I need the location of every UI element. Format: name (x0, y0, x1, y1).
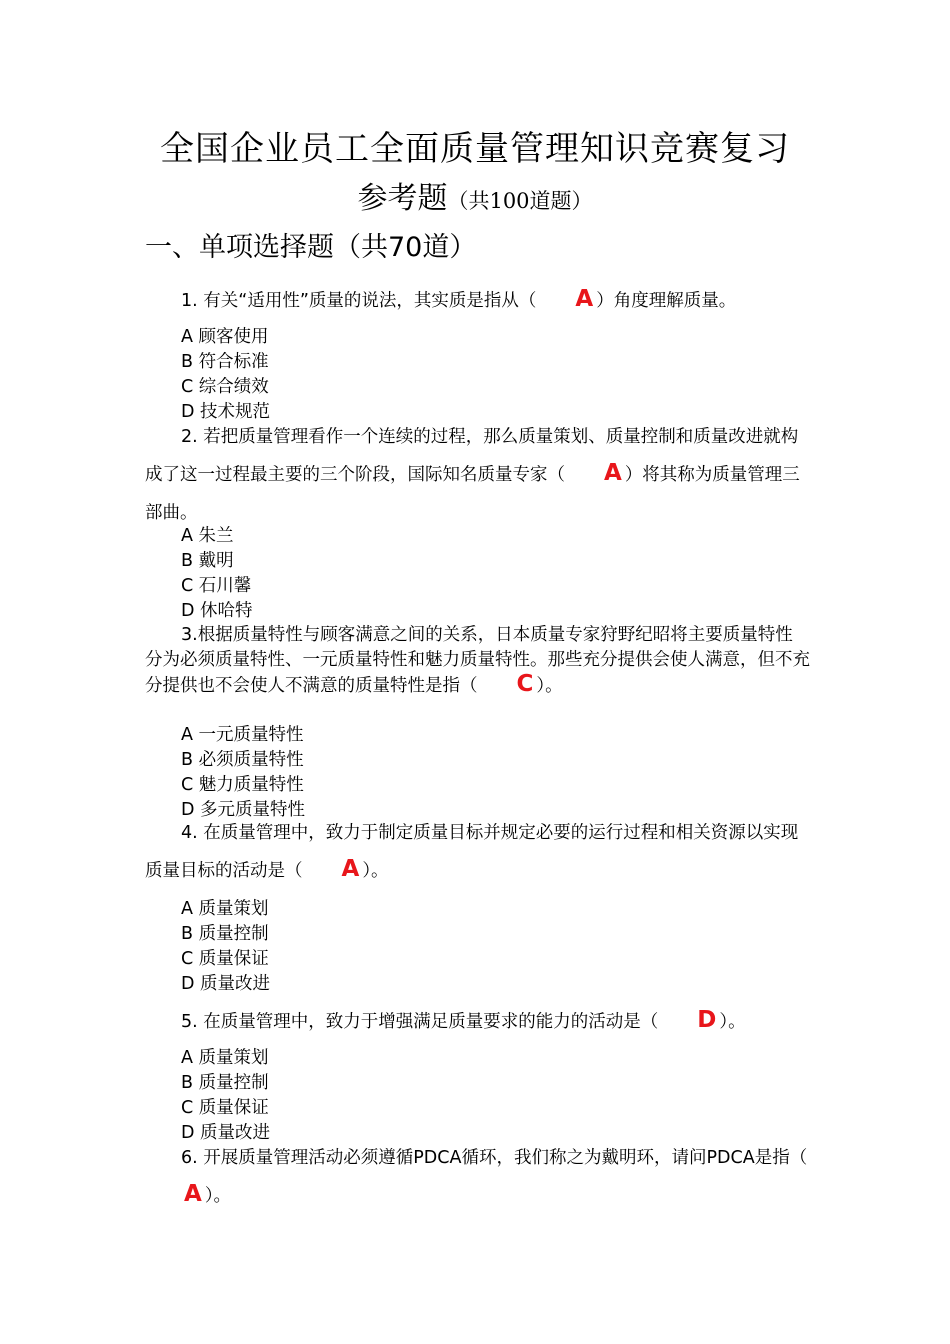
question-5 (145, 1003, 810, 1041)
question-1 (145, 282, 810, 320)
question-text-end: ）。 (204, 1186, 232, 1206)
answer-mark: A (575, 286, 594, 312)
question-text: 3.根据质量特性与顾客满意之间的关系，日本质量专家狩野纪昭将主要质量特性分为必须质量特性、一元质量特性和魅力质量特性。那些充分提供会使人满意，但不充分提供也不会使人不满意的质量特性是指（ (145, 625, 810, 696)
option-item: A 顾客使用 (181, 327, 269, 347)
option-item: A 质量策划 (181, 1048, 269, 1068)
question-text-end: ）角度理解质量。 (596, 291, 737, 311)
question-text: 1. 有关“适用性”质量的说法，其实质是指从（ (181, 291, 537, 311)
question-text-end: ）将其称为质量管理三部曲。 (145, 465, 800, 523)
option-item: D 质量改进 (181, 1123, 271, 1143)
option-item: D 质量改进 (181, 974, 271, 994)
question-text: 5. 在质量管理中，致力于增强满足质量要求的能力的活动是（ (181, 1012, 659, 1032)
question-6 (145, 1139, 810, 1215)
answer-mark: D (697, 1007, 717, 1033)
option-item: D 休哈特 (181, 601, 253, 621)
answer-mark: A (341, 856, 360, 882)
question-text-end: ）。 (719, 1012, 746, 1032)
question-4 (145, 814, 810, 890)
section-heading: 一、单项选择题（共70道） (145, 232, 477, 263)
option-item: B 必须质量特性 (181, 750, 304, 770)
option-item: C 魅力质量特性 (181, 775, 304, 795)
document-subtitle (0, 176, 950, 226)
question-text-end: ）。 (536, 676, 563, 696)
question-text: 4. 在质量管理中，致力于制定质量目标并规定必要的运行过程和相关资源以实现质量目标的活动是（ (145, 823, 799, 881)
option-item: A 一元质量特性 (181, 725, 304, 745)
option-item: C 综合绩效 (181, 377, 269, 397)
option-item: C 质量保证 (181, 949, 269, 969)
option-item: C 石川馨 (181, 576, 252, 596)
answer-mark: A (184, 1181, 202, 1207)
option-item: B 戴明 (181, 551, 234, 571)
option-item: D 多元质量特性 (181, 800, 306, 820)
answer-mark: A (604, 460, 622, 486)
question-text-end: ）。 (362, 861, 389, 881)
question-3 (145, 623, 810, 699)
option-item: A 质量策划 (181, 899, 269, 919)
option-item: C 质量保证 (181, 1098, 269, 1118)
question-text: 6. 开展质量管理活动必须遵循PDCA循环，我们称之为戴明环，请问PDCA是指（ (181, 1148, 808, 1168)
option-item: B 质量控制 (181, 1073, 269, 1093)
question-2 (145, 418, 810, 532)
subtitle-count: （共100道题） (447, 189, 593, 213)
answer-mark: C (516, 671, 534, 697)
subtitle-main: 参考题 (357, 181, 448, 216)
option-item: B 符合标准 (181, 352, 269, 372)
document-title: 全国企业员工全面质量管理知识竞赛复习 (160, 129, 790, 169)
option-item: B 质量控制 (181, 924, 269, 944)
option-item: D 技术规范 (181, 402, 271, 422)
option-item: A 朱兰 (181, 526, 234, 546)
question-text: 2. 若把质量管理看作一个连续的过程，那么质量策划、质量控制和质量改进就构成了这一过程最主要的三个阶段，国际知名质量专家（ (145, 427, 799, 485)
